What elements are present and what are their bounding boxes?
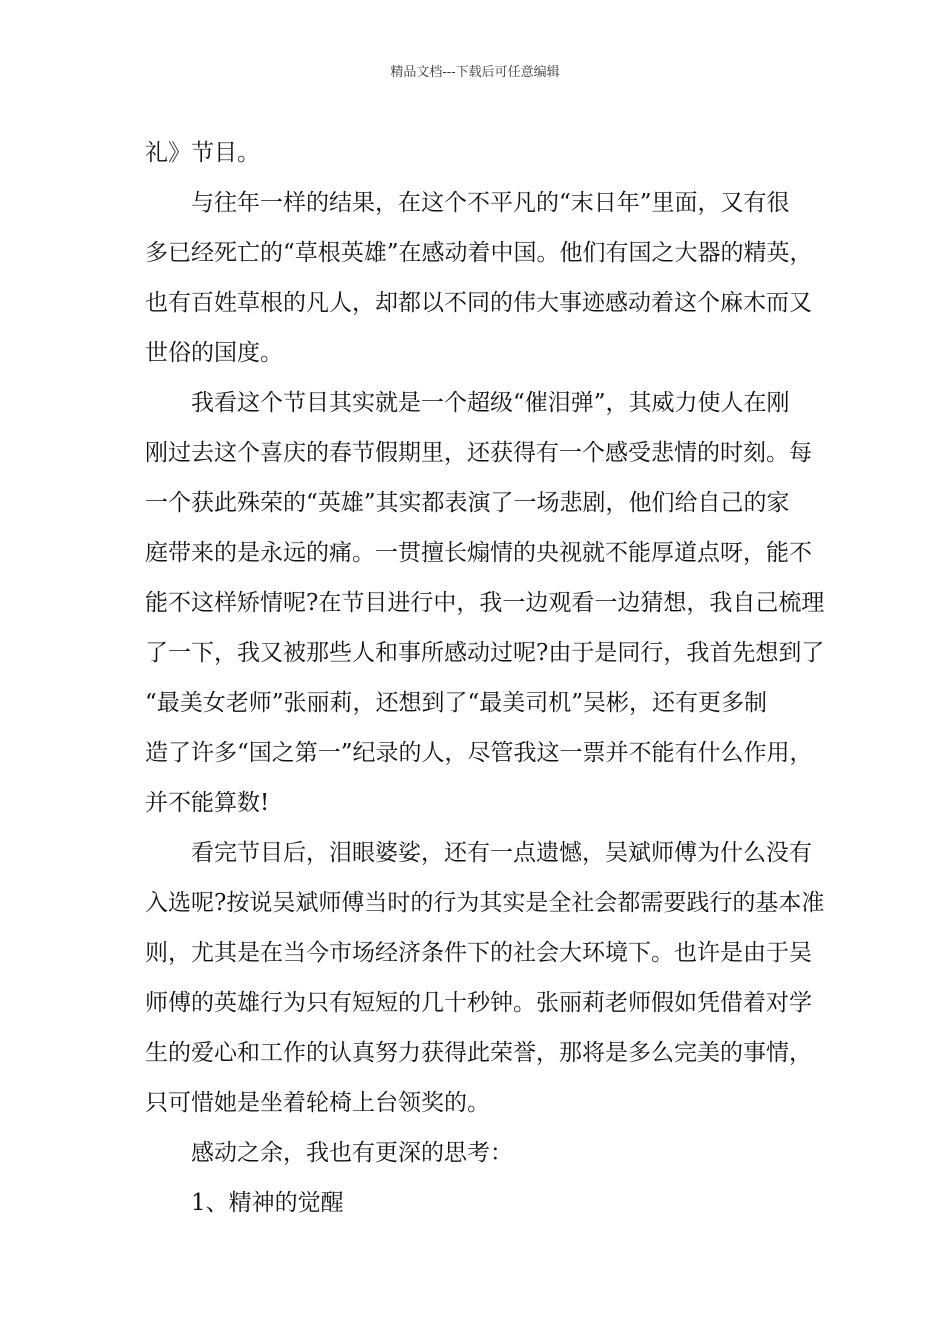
text-line: 生的爱心和工作的认真努力获得此荣誉，那将是多么完美的事情， <box>145 1040 812 1066</box>
text-line: 刚过去这个喜庆的春节假期里，还获得有一个感受悲情的时刻。每 <box>145 440 812 466</box>
paragraph-first-line: 看完节目后，泪眼婆娑，还有一点遗憾，吴斌师傅为什么没有 <box>191 840 812 866</box>
text-line: 能不这样矫情呢?在节目进行中，我一边观看一边猜想，我自己梳理 <box>145 590 825 616</box>
text-line: 礼》节目。 <box>145 140 260 166</box>
text-line: 多已经死亡的“草根英雄”在感动着中国。他们有国之大器的精英， <box>145 240 813 266</box>
text-line: 了一下，我又被那些人和事所感动过呢?由于是同行，我首先想到了 <box>145 640 825 666</box>
text-line: 师傅的英雄行为只有短短的几十秒钟。张丽莉老师假如凭借着对学 <box>145 990 812 1016</box>
text-line: 并不能算数! <box>145 790 270 816</box>
text-line: 一个获此殊荣的“英雄”其实都表演了一场悲剧，他们给自己的家 <box>145 490 790 516</box>
paragraph-first-line: 我看这个节目其实就是一个超级“催泪弹”，其威力使人在刚 <box>191 390 790 416</box>
text-line: 只可惜她是坐着轮椅上台领奖的。 <box>145 1090 490 1116</box>
text-line: 造了许多“国之第一”纪录的人，尽管我这一票并不能有什么作用， <box>145 740 813 766</box>
text-line: 也有百姓草根的凡人，却都以不同的伟大事迹感动着这个麻木而又 <box>145 290 812 316</box>
text-line: 则，尤其是在当今市场经济条件下的社会大环境下。也许是由于吴 <box>145 940 812 966</box>
document-body <box>145 128 825 1228</box>
section-heading: 1、精神的觉醒 <box>191 1190 344 1216</box>
paragraph-first-line: 与往年一样的结果，在这个不平凡的“末日年”里面，又有很 <box>191 190 790 216</box>
text-line: 庭带来的是永远的痛。一贯擅长煽情的央视就不能厚道点呀，能不 <box>145 540 812 566</box>
text-line: 世俗的国度。 <box>145 340 283 366</box>
text-line: 入选呢?按说吴斌师傅当时的行为其实是全社会都需要践行的基本准 <box>145 890 825 916</box>
page-header: 精品文档---下载后可任意编辑 <box>390 65 560 80</box>
paragraph-first-line: 感动之余，我也有更深的思考： <box>191 1140 513 1166</box>
text-line: “最美女老师”张丽莉，还想到了“最美司机”吴彬，还有更多制 <box>145 690 768 716</box>
